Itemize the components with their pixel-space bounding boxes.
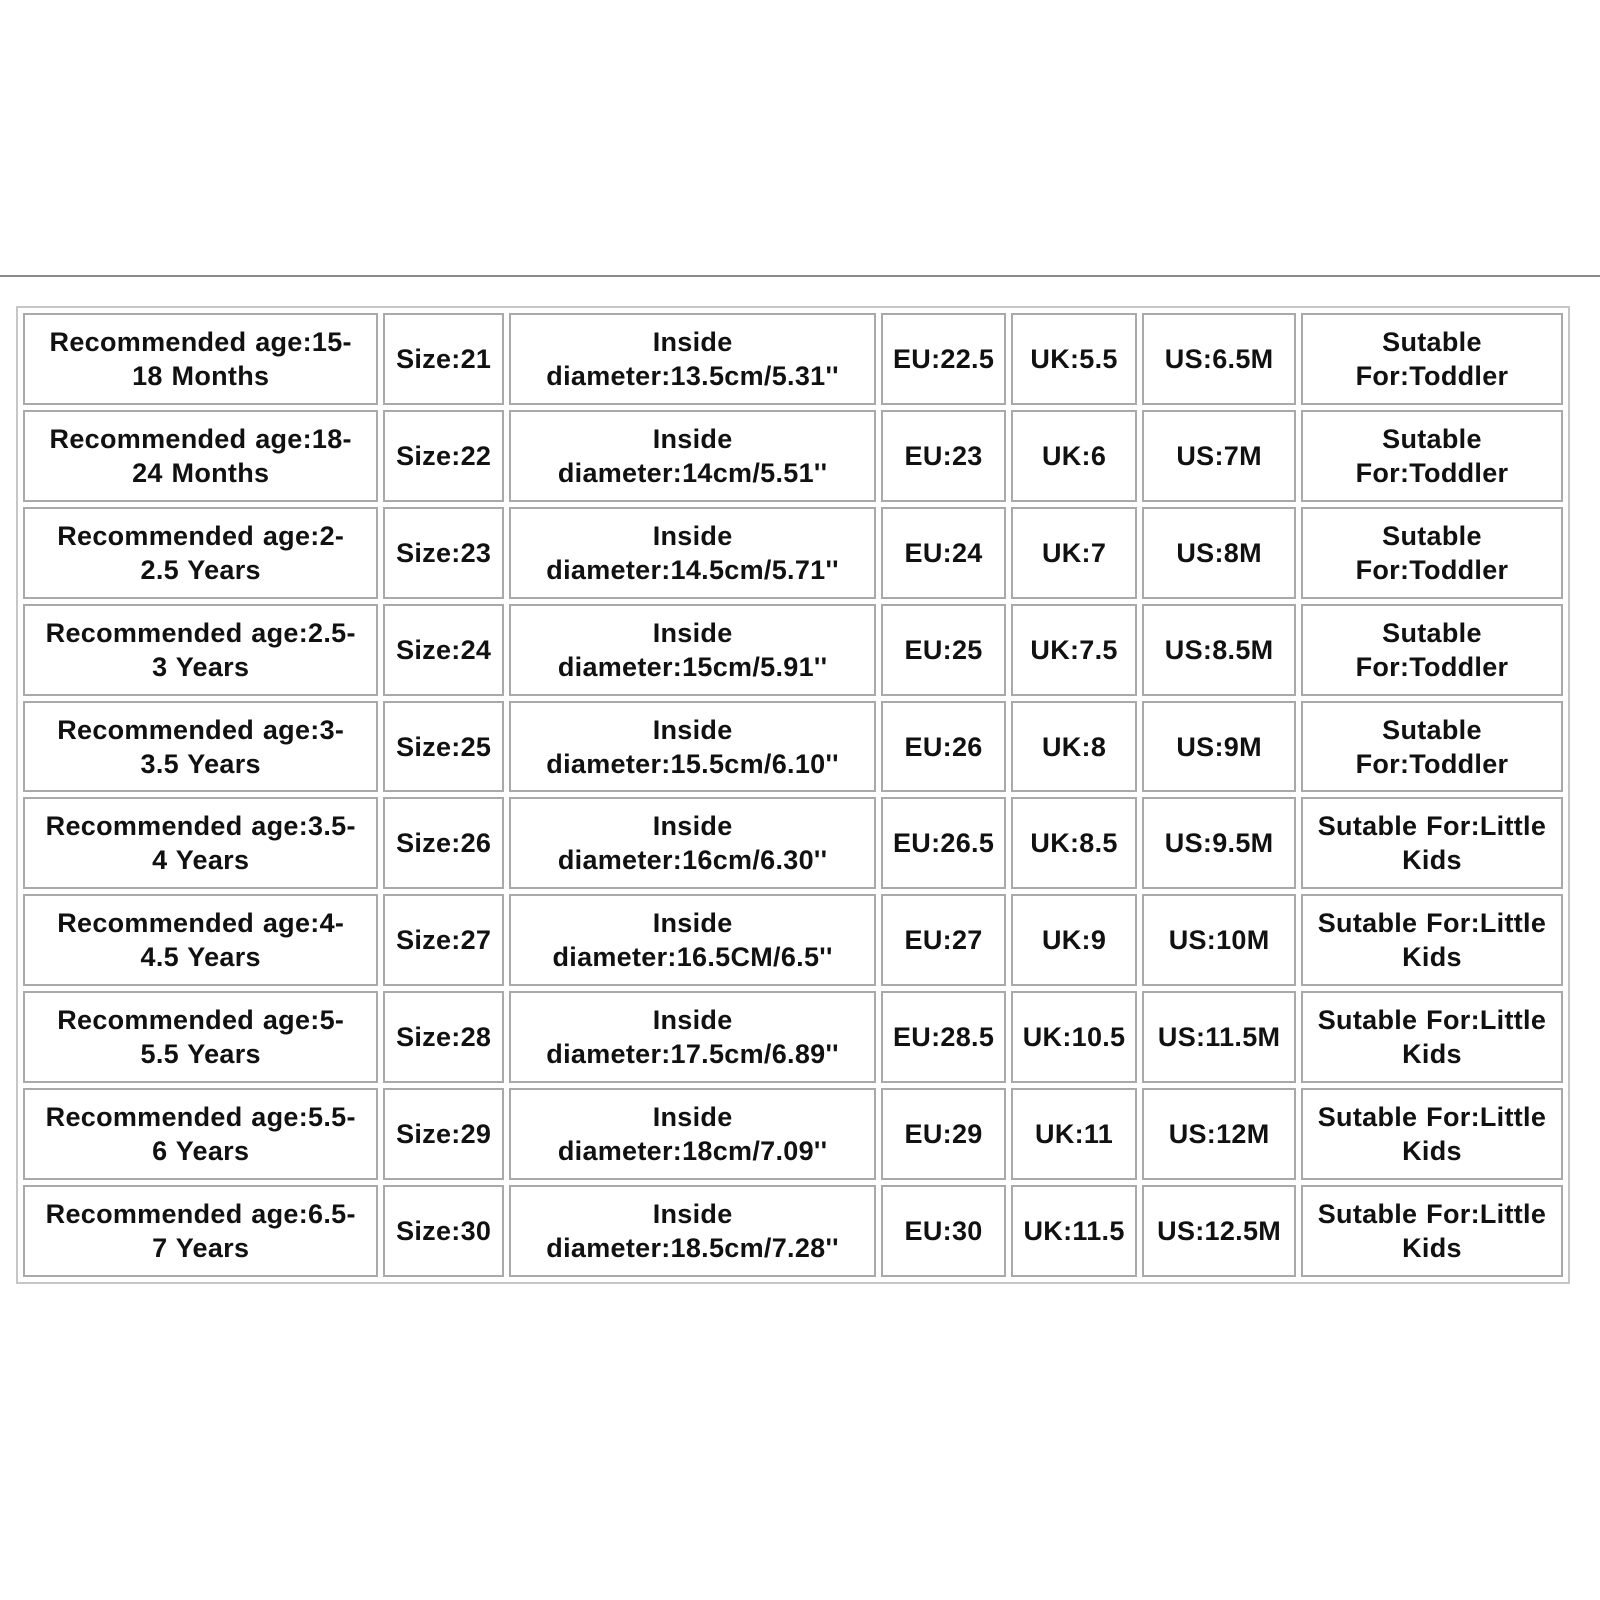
us-size-cell: US:11.5M [1142, 991, 1296, 1083]
size-cell: Size:30 [383, 1185, 503, 1277]
table-row [23, 991, 1563, 1083]
inside-diameter-cell: Inside diameter:16.5CM/6.5'' [509, 894, 876, 986]
table-row [23, 1185, 1563, 1277]
inside-diameter-cell: Inside diameter:15cm/5.91'' [509, 604, 876, 696]
us-size-cell: US:8M [1142, 507, 1296, 599]
suitable-for-cell: Sutable For:Toddler [1301, 410, 1563, 502]
table-row [23, 313, 1563, 405]
table-row [23, 410, 1563, 502]
uk-size-cell: UK:9 [1011, 894, 1138, 986]
size-cell: Size:22 [383, 410, 503, 502]
us-size-cell: US:7M [1142, 410, 1296, 502]
size-cell: Size:29 [383, 1088, 503, 1180]
eu-size-cell: EU:25 [881, 604, 1005, 696]
eu-size-cell: EU:26 [881, 701, 1005, 793]
size-cell: Size:28 [383, 991, 503, 1083]
table-row [23, 797, 1563, 889]
suitable-for-cell: Sutable For:Toddler [1301, 701, 1563, 793]
eu-size-cell: EU:24 [881, 507, 1005, 599]
uk-size-cell: UK:5.5 [1011, 313, 1138, 405]
inside-diameter-cell: Inside diameter:17.5cm/6.89'' [509, 991, 876, 1083]
uk-size-cell: UK:8.5 [1011, 797, 1138, 889]
size-chart-table [16, 306, 1570, 1284]
age-cell: Recommended age:15- 18 Months [23, 313, 378, 405]
uk-size-cell: UK:7.5 [1011, 604, 1138, 696]
uk-size-cell: UK:11 [1011, 1088, 1138, 1180]
us-size-cell: US:8.5M [1142, 604, 1296, 696]
inside-diameter-cell: Inside diameter:18cm/7.09'' [509, 1088, 876, 1180]
eu-size-cell: EU:26.5 [881, 797, 1005, 889]
us-size-cell: US:10M [1142, 894, 1296, 986]
table-row [23, 507, 1563, 599]
suitable-for-cell: Sutable For:Little Kids [1301, 1088, 1563, 1180]
eu-size-cell: EU:23 [881, 410, 1005, 502]
uk-size-cell: UK:6 [1011, 410, 1138, 502]
uk-size-cell: UK:8 [1011, 701, 1138, 793]
eu-size-cell: EU:30 [881, 1185, 1005, 1277]
inside-diameter-cell: Inside diameter:18.5cm/7.28'' [509, 1185, 876, 1277]
suitable-for-cell: Sutable For:Little Kids [1301, 1185, 1563, 1277]
suitable-for-cell: Sutable For:Toddler [1301, 604, 1563, 696]
age-cell: Recommended age:2- 2.5 Years [23, 507, 378, 599]
table-row [23, 894, 1563, 986]
table-row [23, 701, 1563, 793]
age-cell: Recommended age:3.5- 4 Years [23, 797, 378, 889]
age-cell: Recommended age:18- 24 Months [23, 410, 378, 502]
uk-size-cell: UK:7 [1011, 507, 1138, 599]
suitable-for-cell: Sutable For:Little Kids [1301, 991, 1563, 1083]
eu-size-cell: EU:28.5 [881, 991, 1005, 1083]
size-cell: Size:21 [383, 313, 503, 405]
suitable-for-cell: Sutable For:Toddler [1301, 507, 1563, 599]
age-cell: Recommended age:5- 5.5 Years [23, 991, 378, 1083]
size-cell: Size:25 [383, 701, 503, 793]
table-row [23, 604, 1563, 696]
eu-size-cell: EU:29 [881, 1088, 1005, 1180]
table-row [23, 1088, 1563, 1180]
size-chart-body [23, 313, 1563, 1277]
us-size-cell: US:12.5M [1142, 1185, 1296, 1277]
inside-diameter-cell: Inside diameter:14cm/5.51'' [509, 410, 876, 502]
age-cell: Recommended age:6.5- 7 Years [23, 1185, 378, 1277]
inside-diameter-cell: Inside diameter:16cm/6.30'' [509, 797, 876, 889]
size-cell: Size:23 [383, 507, 503, 599]
suitable-for-cell: Sutable For:Toddler [1301, 313, 1563, 405]
suitable-for-cell: Sutable For:Little Kids [1301, 797, 1563, 889]
size-chart [18, 308, 1568, 1282]
inside-diameter-cell: Inside diameter:14.5cm/5.71'' [509, 507, 876, 599]
age-cell: Recommended age:4- 4.5 Years [23, 894, 378, 986]
size-cell: Size:27 [383, 894, 503, 986]
inside-diameter-cell: Inside diameter:15.5cm/6.10'' [509, 701, 876, 793]
inside-diameter-cell: Inside diameter:13.5cm/5.31'' [509, 313, 876, 405]
size-cell: Size:24 [383, 604, 503, 696]
suitable-for-cell: Sutable For:Little Kids [1301, 894, 1563, 986]
us-size-cell: US:12M [1142, 1088, 1296, 1180]
age-cell: Recommended age:5.5- 6 Years [23, 1088, 378, 1180]
eu-size-cell: EU:22.5 [881, 313, 1005, 405]
size-cell: Size:26 [383, 797, 503, 889]
uk-size-cell: UK:10.5 [1011, 991, 1138, 1083]
divider-line [0, 275, 1600, 277]
uk-size-cell: UK:11.5 [1011, 1185, 1138, 1277]
eu-size-cell: EU:27 [881, 894, 1005, 986]
us-size-cell: US:9M [1142, 701, 1296, 793]
age-cell: Recommended age:3- 3.5 Years [23, 701, 378, 793]
us-size-cell: US:9.5M [1142, 797, 1296, 889]
us-size-cell: US:6.5M [1142, 313, 1296, 405]
age-cell: Recommended age:2.5- 3 Years [23, 604, 378, 696]
